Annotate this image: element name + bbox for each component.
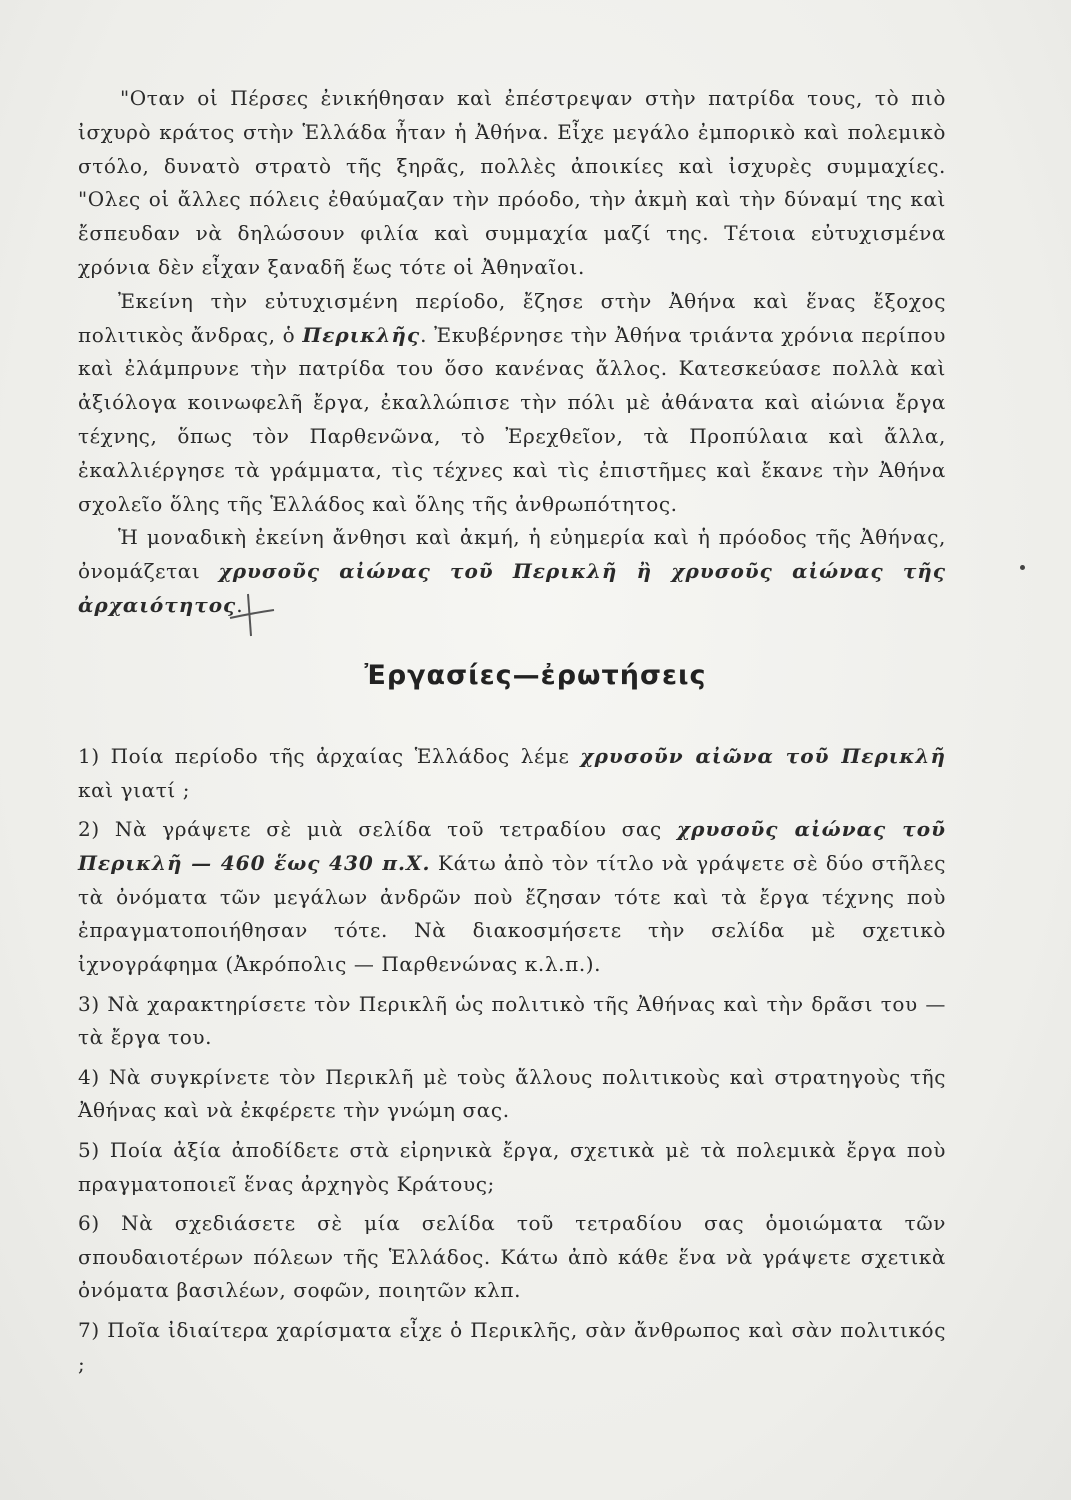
question-1-term: χρυσοῦν αἰῶνα τοῦ Περικλῆ xyxy=(580,744,946,768)
pericles-name: Περικλῆς xyxy=(302,322,421,347)
question-1-text-b: καὶ γιατί ; xyxy=(78,777,191,802)
golden-age-term: χρυσοῦς αἰώνας τοῦ Περικλῆ ἢ χρυσοῦς αἰώνας τῆς ἀρχαιότητος xyxy=(78,559,946,617)
question-5: 5) Ποία ἀξία ἀποδίδετε στὰ εἰρηνικὰ ἔργα, σχετικὰ μὲ τὰ πολεμικὰ ἔργα ποὺ πραγματοποιεῖ ἕνας ἀρχηγὸς Κράτους; xyxy=(78,1137,946,1196)
question-3: 3) Νὰ χαρακτηρίσετε τὸν Περικλῆ ὡς πολιτικὸ τῆς Ἀθήνας καὶ τὴν δρᾶσι του — τὰ ἔργα του. xyxy=(78,991,946,1050)
paragraph-3-text-b: . xyxy=(236,592,244,617)
question-2-term: χρυσοῦς αἰώνας τοῦ Περικλῆ — 460 ἕως 430 π.Χ. xyxy=(78,817,946,875)
paragraph-2-text-a: Ἐκείνη τὴν εὐτυχισμένη περίοδο, ἔζησε στὴν Ἀθήνα καὶ ἕνας ἔξοχος πολιτικὸς ἄνδρας, ὁ xyxy=(78,288,946,347)
paragraph-1: "Οταν οἱ Πέρσες ἐνικήθησαν καὶ ἐπέστρεψαν στὴν πατρίδα τους, τὸ πιὸ ἰσχυρὸ κράτος στὴν Ἑλλάδα ἦταν ἡ Ἀθήνα. Εἶχε μεγάλο ἐμπορικὸ καὶ πολεμικὸ στόλο, δυνατὸ στρατὸ τῆς ξηρᾶς, πολλὲς ἀποικίες καὶ ἰσχυρὲς συμμαχίες. "Ολες οἱ ἄλλες πόλεις ἐθαύμαζαν τὴν πρόοδο, τὴν ἀκμὴ καὶ τὴν δύναμί της καὶ ἔσπευδαν νὰ δηλώσουν φιλία καὶ συμμαχία μαζί της. Τέτοια εὐτυχισμένα χρόνια δὲν εἶχαν ξαναδῆ ἕως τότε οἱ Ἀθηναῖοι. xyxy=(78,86,946,279)
paragraph-2 xyxy=(78,285,946,522)
paragraph-2-text-b: . Ἐκυβέρνησε τὴν Ἀθήνα τριάντα χρόνια περίπου καὶ ἐλάμπρυνε τὴν πατρίδα του ὅσο κανένας ἄλλος. Κατεσκεύασε πολλὰ καὶ ἀξιόλογα κοινωφελῆ ἔργα, ἐκαλλώπισε τὴν πόλι μὲ ἀθάνατα καὶ αἰώνια ἔργα τέχνης, ὅπως τὸν Παρθενῶνα, τὸ Ἐρεχθεῖον, τὰ Προπύλαια καὶ ἄλλα, ἐκαλλιέργησε τὰ γράμματα, τὶς τέχνες καὶ τὶς ἐπιστῆμες καὶ ἔκανε τὴν Ἀθήνα σχολεῖο ὅλης τῆς Ἑλλάδος καὶ ὅλης τῆς ἀνθρωπότητος. xyxy=(78,322,946,516)
paragraph-3 xyxy=(78,521,946,622)
question-2-text-b: Κάτω ἀπὸ τὸν τίτλο νὰ γράψετε σὲ δύο στῆλες τὰ ὀνόματα τῶν μεγάλων ἀνδρῶν ποὺ ἔζησαν τότε καὶ τὰ ἔργα τέχνης ποὺ ἐπραγματοποιήθησαν τότε. Νὰ διακοσμήσετε τὴν σελίδα μὲ σχετικὸ ἰχνογράφημα (Ἀκρόπολις — Παρθενώνας κ.λ.π.). xyxy=(78,850,947,977)
paragraph-3-text-a: Ἡ μοναδικὴ ἐκείνη ἄνθησι καὶ ἀκμή, ἡ εὐημερία καὶ ἡ πρόοδος τῆς Ἀθήνας, ὀνομάζεται xyxy=(78,525,946,584)
question-2 xyxy=(78,813,946,982)
question-6: 6) Νὰ σχεδιάσετε σὲ μία σελίδα τοῦ τετραδίου σας ὁμοιώματα τῶν σπουδαιοτέρων πόλεων τῆς Ἑλλάδος. Κάτω ἀπὸ κάθε ἕνα νὰ γράψετε σχετικὰ ὀνόματα βασιλέων, σοφῶν, ποιητῶν κλπ. xyxy=(78,1210,946,1303)
question-1 xyxy=(78,740,946,808)
question-1-text-a: 1) Ποία περίοδο τῆς ἀρχαίας Ἑλλάδος λέμε xyxy=(78,744,581,768)
handwritten-cross-mark xyxy=(226,588,276,638)
ink-dot xyxy=(1020,565,1025,570)
question-7: 7) Ποῖα ἰδιαίτερα χαρίσματα εἶχε ὁ Περικλῆς, σὰν ἄνθρωπος καὶ σὰν πολιτικός ; xyxy=(78,1317,946,1376)
section-heading: Ἐργασίες—ἐρωτήσεις xyxy=(364,660,707,691)
question-2-text-a: 2) Νὰ γράψετε σὲ μιὰ σελίδα τοῦ τετραδίου σας xyxy=(78,817,677,842)
questions-list xyxy=(78,740,946,1387)
main-text xyxy=(78,82,946,623)
question-4: 4) Νὰ συγκρίνετε τὸν Περικλῆ μὲ τοὺς ἄλλους πολιτικοὺς καὶ στρατηγοὺς τῆς Ἀθήνας καὶ νὰ ἐκφέρετε τὴν γνώμη σας. xyxy=(78,1064,946,1123)
